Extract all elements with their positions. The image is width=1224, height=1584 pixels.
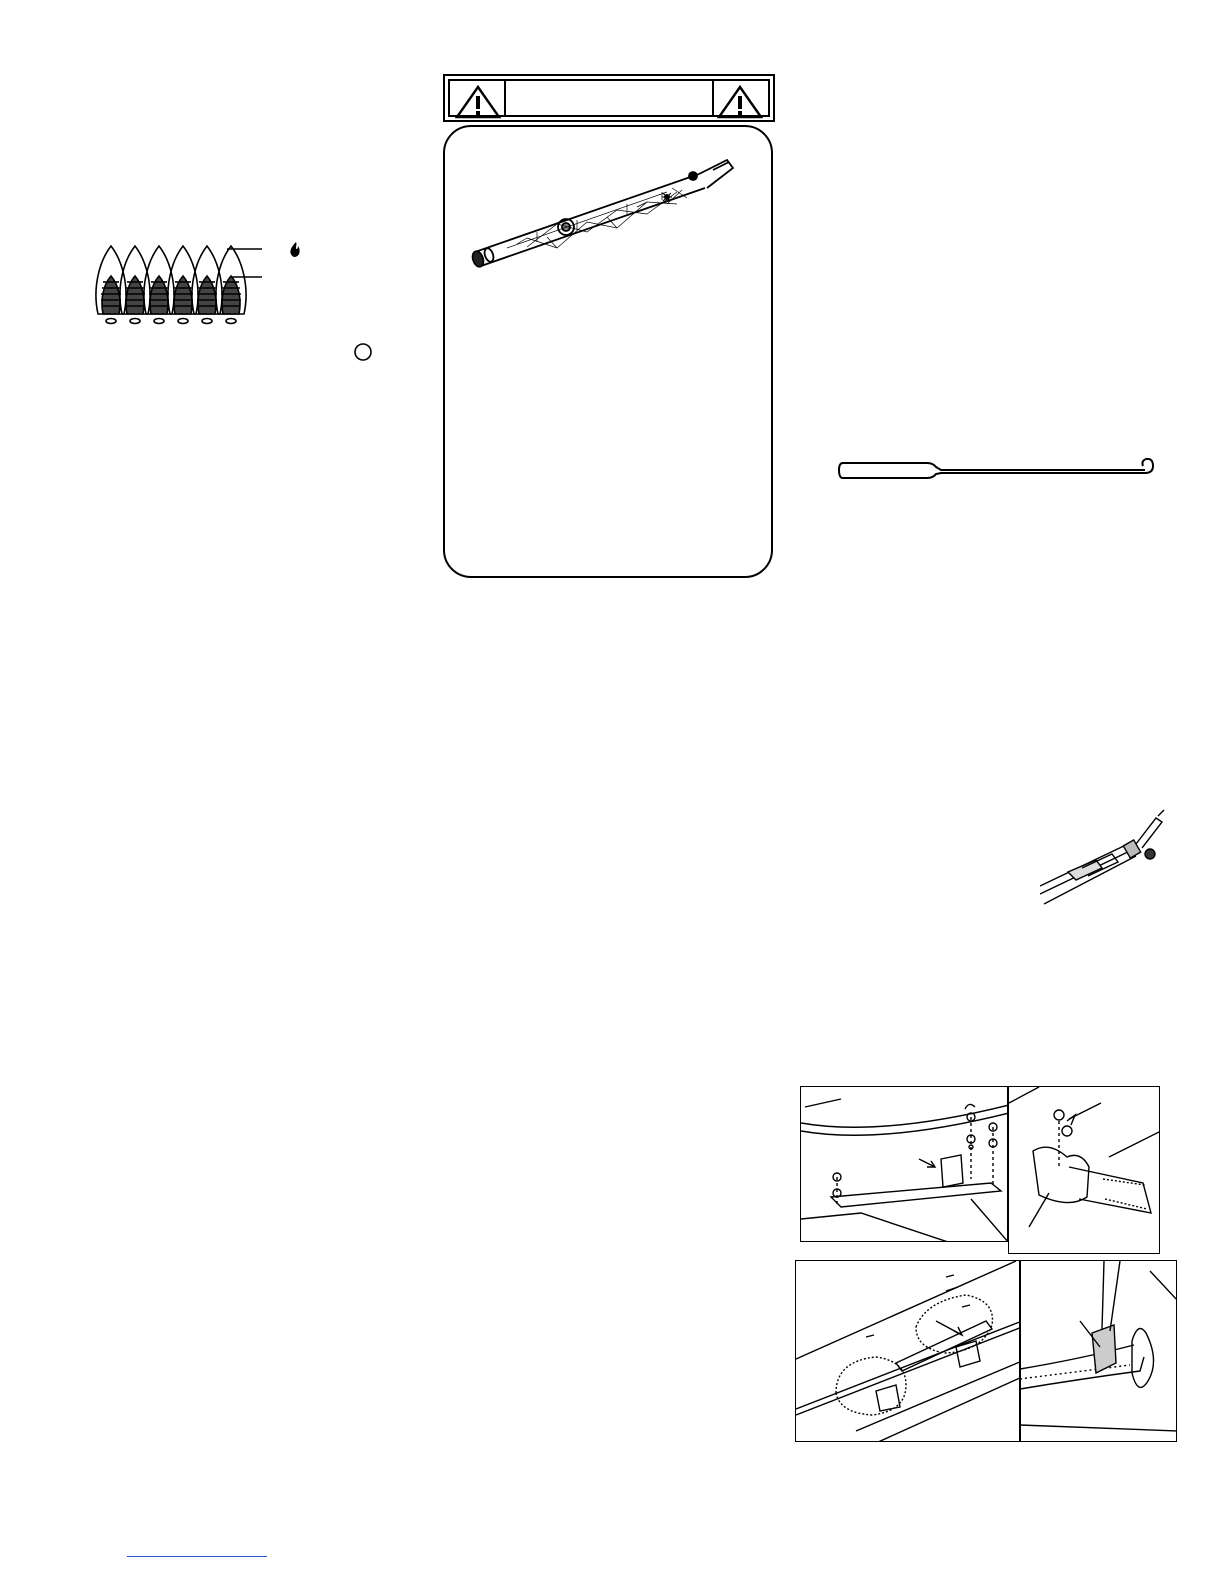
valve-orifice-figure [1040,808,1170,910]
circle-icon [355,344,371,360]
warning-banner [443,74,775,122]
flame-icon [290,242,299,257]
warning-triangle-icon [454,84,502,120]
burner-install-panel-4 [1019,1260,1177,1442]
burner-install-panel-1 [800,1086,1008,1242]
burner-install-panel-3 [795,1260,1021,1442]
warning-triangle-icon [716,84,764,120]
flame-diagram-svg [90,232,390,367]
warning-title [506,81,712,115]
flame-diagram [90,232,390,367]
burner-install-panel-2 [1008,1086,1160,1254]
warning-box [443,125,773,578]
hook-tool-icon [835,454,1160,486]
footer-link[interactable] [127,1556,267,1557]
valve-orifice-icon [1040,808,1170,910]
burner-tube-with-spider-web [467,152,757,272]
venturi-cleaning-hook-tool [835,454,1160,486]
